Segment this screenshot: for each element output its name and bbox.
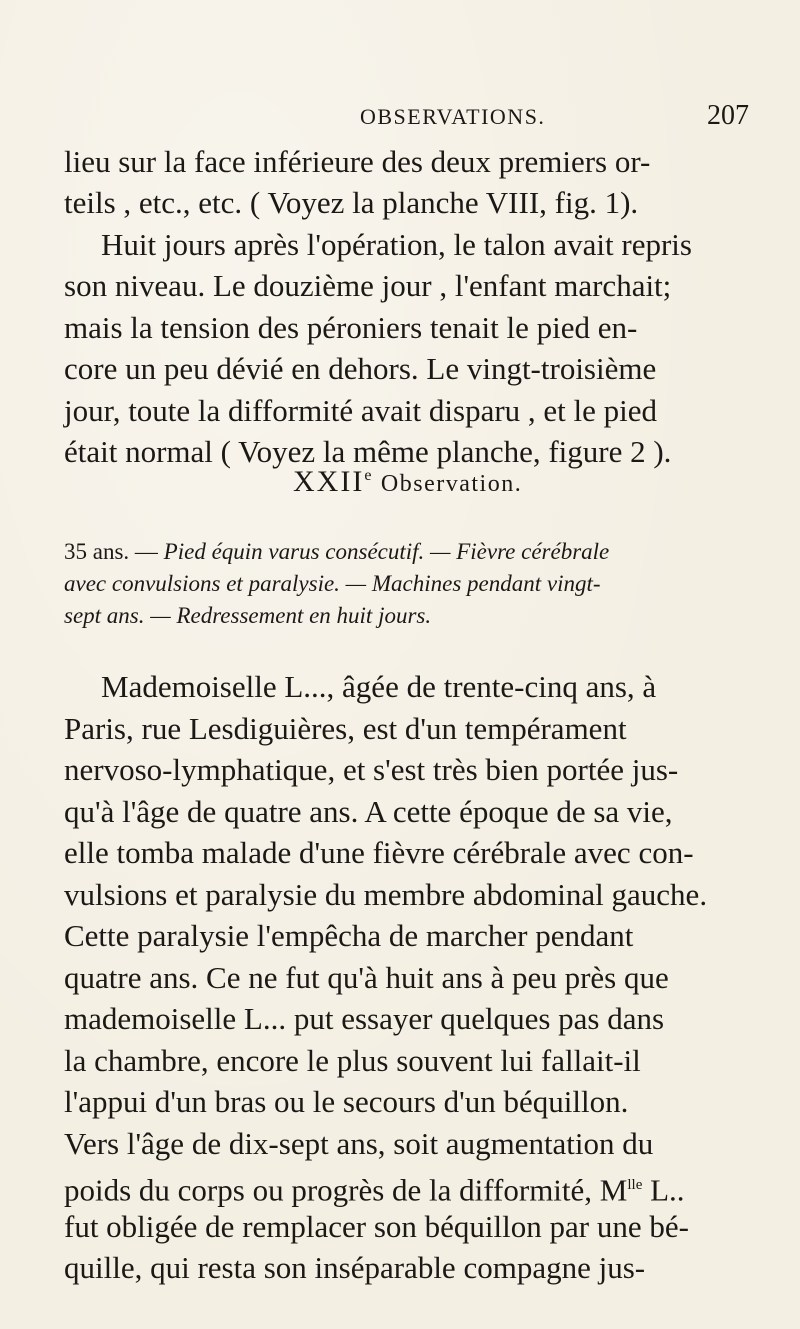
summary-italic: sept ans. — Redressement en huit jours. — [64, 603, 432, 628]
text-line: nervoso-lymphatique, et s'est très bien portée jus- — [64, 752, 679, 787]
section-heading — [293, 465, 522, 499]
text-line: Huit jours après l'opération, le talon avait repris — [101, 227, 692, 262]
text-line: son niveau. Le douzième jour , l'enfant marchait; — [64, 268, 672, 303]
text-line: la chambre, encore le plus souvent lui fallait-il — [64, 1043, 641, 1078]
summary-line — [64, 601, 431, 631]
page-number: 207 — [707, 100, 749, 131]
text-line: quille, qui resta son inséparable compagne jus- — [64, 1250, 646, 1285]
text-line: était normal ( Voyez la même planche, figure 2 ). — [64, 434, 672, 469]
text-line: Paris, rue Lesdiguières, est d'un tempérament — [64, 711, 627, 746]
text-segment: poids du corps ou progrès de la difformité, M — [64, 1172, 628, 1208]
text-segment: L.. — [642, 1172, 685, 1208]
summary-italic: Pied équin varus consécutif. — Fièvre cérébrale — [163, 539, 610, 564]
section-title-text: Observation. — [380, 471, 523, 497]
text-line: mais la tension des péroniers tenait le pied en- — [64, 310, 638, 345]
page-header — [0, 100, 800, 138]
text-line: quatre ans. Ce ne fut qu'à huit ans à peu près que — [64, 960, 669, 995]
text-line: core un peu dévié en dehors. Le vingt-troisième — [64, 351, 657, 386]
summary-age: 35 ans. — — [64, 539, 164, 564]
text-line: teils , etc., etc. ( Voyez la planche VIII, fig. 1). — [64, 185, 639, 220]
running-head: OBSERVATIONS. — [360, 104, 546, 129]
text-line: jour, toute la difformité avait disparu , et le pied — [64, 393, 658, 428]
summary-italic: avec convulsions et paralysie. — Machines pendant vingt- — [64, 571, 601, 596]
summary-line — [64, 537, 609, 567]
mlle-superscript: lle — [627, 1177, 643, 1193]
text-line: elle tomba malade d'une fièvre cérébrale avec con- — [64, 835, 694, 870]
text-line: Cette paralysie l'empêcha de marcher pendant — [64, 918, 634, 953]
text-line: lieu sur la face inférieure des deux premiers or- — [64, 144, 651, 179]
text-line: Mademoiselle L..., âgée de trente-cinq ans, à — [101, 669, 657, 704]
text-line: l'appui d'un bras ou le secours d'un béquillon. — [64, 1084, 629, 1119]
text-line: vulsions et paralysie du membre abdominal gauche. — [64, 877, 708, 912]
text-line: Vers l'âge de dix-sept ans, soit augmentation du — [64, 1126, 654, 1161]
text-line: qu'à l'âge de quatre ans. A cette époque de sa vie, — [64, 794, 673, 829]
text-line: mademoiselle L... put essayer quelques pas dans — [64, 1001, 665, 1036]
text-line — [64, 1165, 685, 1210]
section-numeral: XXII — [293, 465, 365, 498]
text-line: fut obligée de remplacer son béquillon par une bé- — [64, 1209, 689, 1244]
section-numeral-suffix: e — [364, 467, 372, 484]
summary-line — [64, 569, 601, 599]
